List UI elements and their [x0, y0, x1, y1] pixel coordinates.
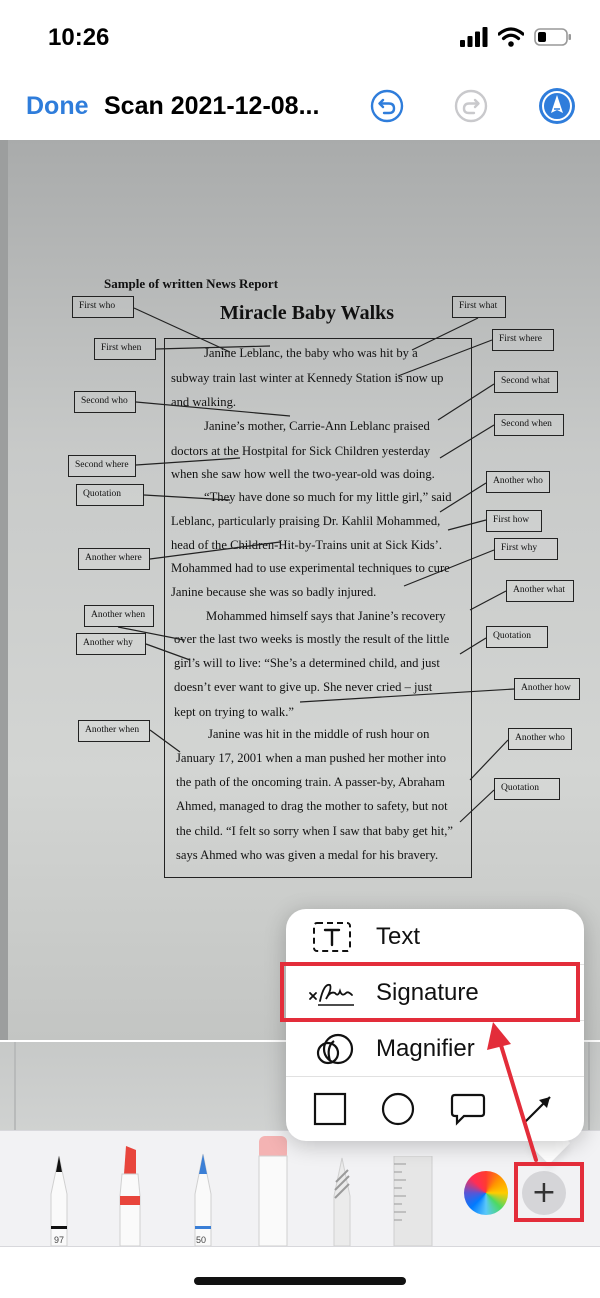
article-line: Janine was hit in the middle of rush hour on	[208, 727, 430, 741]
plus-icon: +	[531, 1175, 557, 1210]
markup-toolbar	[0, 1130, 600, 1246]
annotation-note: First who	[72, 296, 134, 318]
square-shape-icon[interactable]	[312, 1091, 348, 1127]
article-line: when she saw how well the two-year-old was doing.	[171, 467, 435, 481]
annotation-note: Another who	[508, 728, 572, 750]
article-line: Mohammed had to use experimental techniques to cure	[171, 561, 450, 575]
annotation-note: Another how	[514, 678, 580, 700]
article-line: Janine’s mother, Carrie-Ann Leblanc praised	[204, 419, 430, 433]
text-box-icon	[308, 919, 356, 955]
article-line: over the last two weeks is mostly the result of the little	[174, 632, 450, 646]
status-bar	[0, 0, 600, 80]
annotation-note: Quotation	[494, 778, 560, 800]
annotation-note: Another where	[78, 548, 150, 570]
annotation-note: First why	[494, 538, 558, 560]
article-line: the path of the oncoming train. A passer-by, Abraham	[176, 775, 445, 789]
menu-item-magnifier[interactable]	[286, 1021, 584, 1077]
annotation-arrows	[0, 140, 600, 1040]
redo-icon[interactable]	[454, 89, 488, 123]
article-title: Miracle Baby Walks	[219, 302, 395, 324]
color-picker-icon[interactable]	[464, 1171, 508, 1215]
pen-width-label: 97	[54, 1235, 65, 1245]
add-markup-menu	[286, 909, 584, 1141]
scanned-document	[0, 140, 600, 1040]
annotation-note: Quotation	[76, 484, 144, 506]
annotation-note: Second when	[494, 414, 564, 436]
circle-shape-icon[interactable]	[380, 1091, 416, 1127]
annotation-note: Second what	[494, 371, 558, 393]
eraser-tool[interactable]	[256, 1136, 290, 1246]
article-line: “They have done so much for my little girl,” said	[204, 490, 452, 504]
wifi-icon	[498, 27, 524, 47]
annotation-note: Another when	[84, 605, 154, 627]
article-line: says Ahmed who was given a medal for his bravery.	[176, 848, 439, 862]
annotation-note: Quotation	[486, 626, 548, 648]
document-title: Scan 2021-12-08...	[104, 92, 320, 120]
article-line: Leblanc, particularly praising Dr. Kahlil Mohammed,	[171, 514, 441, 528]
article-line: Janine Leblanc, the baby who was hit by a	[204, 346, 418, 360]
annotation-note: Another when	[78, 720, 150, 742]
article-line: doctors at the Hostpital for Sick Children yesterday	[171, 444, 431, 458]
signature-highlight-box	[280, 962, 580, 1022]
undo-icon[interactable]	[370, 89, 404, 123]
pencil-tool[interactable]	[186, 1150, 220, 1246]
markup-pen-icon[interactable]	[538, 87, 576, 125]
article-line: head of the Children-Hit-by-Trains unit at Sick Kids’.	[171, 538, 442, 552]
annotation-note: First how	[486, 510, 542, 532]
annotation-note: Second where	[68, 455, 136, 477]
shape-row	[286, 1077, 584, 1141]
annotation-note: Another who	[486, 471, 550, 493]
arrow-shape-icon[interactable]	[520, 1091, 556, 1127]
article-line: Mohammed himself says that Janine’s recovery	[206, 609, 446, 623]
status-time: 10:26	[48, 24, 110, 51]
pencil-width-label: 50	[196, 1235, 207, 1245]
pen-tool[interactable]	[42, 1150, 76, 1246]
article-line: girl’s will to live: “She’s a determined child, and just	[174, 656, 440, 670]
ruler-tool[interactable]	[392, 1156, 434, 1246]
menu-item-text[interactable]	[286, 909, 584, 965]
article-line: January 17, 2001 when a man pushed her mother into	[176, 751, 447, 765]
document-heading: Sample of written News Report	[104, 276, 279, 291]
menu-item-label: Signature	[376, 979, 479, 1006]
annotation-note: Another what	[506, 580, 574, 602]
done-button[interactable]: Done	[26, 92, 89, 120]
article-line: kept on trying to walk.”	[174, 705, 294, 719]
article-line: doesn’t ever want to give up. She never cried – just	[174, 680, 433, 694]
menu-item-label: Magnifier	[376, 1035, 475, 1062]
annotation-note: First what	[452, 296, 506, 318]
annotation-note: First where	[492, 329, 554, 351]
nav-bar	[0, 80, 600, 138]
menu-item-label: Text	[376, 923, 421, 950]
article-line: subway train last winter at Kennedy Station is now up	[171, 371, 444, 385]
bottom-safe-area	[0, 1246, 600, 1298]
article-line: Ahmed, managed to drag the mother to safety, but not	[176, 799, 448, 813]
article-line: the child. “I felt so sorry when I saw that baby get hit,”	[176, 824, 453, 838]
magnifier-icon	[308, 1031, 356, 1067]
home-indicator	[194, 1277, 406, 1285]
plus-button-highlight-box	[514, 1162, 584, 1222]
cellular-signal-icon	[460, 27, 488, 47]
battery-icon	[534, 27, 572, 47]
annotation-note: First when	[94, 338, 156, 360]
annotation-note: Second who	[74, 391, 136, 413]
status-icons	[460, 27, 572, 47]
article-line: Janine because she was so badly injured.	[171, 585, 377, 599]
marker-tool[interactable]	[112, 1144, 148, 1246]
article-line: and walking.	[171, 395, 237, 409]
lasso-tool[interactable]	[326, 1154, 358, 1246]
speech-bubble-icon[interactable]	[450, 1091, 486, 1127]
annotation-note: Another why	[76, 633, 146, 655]
